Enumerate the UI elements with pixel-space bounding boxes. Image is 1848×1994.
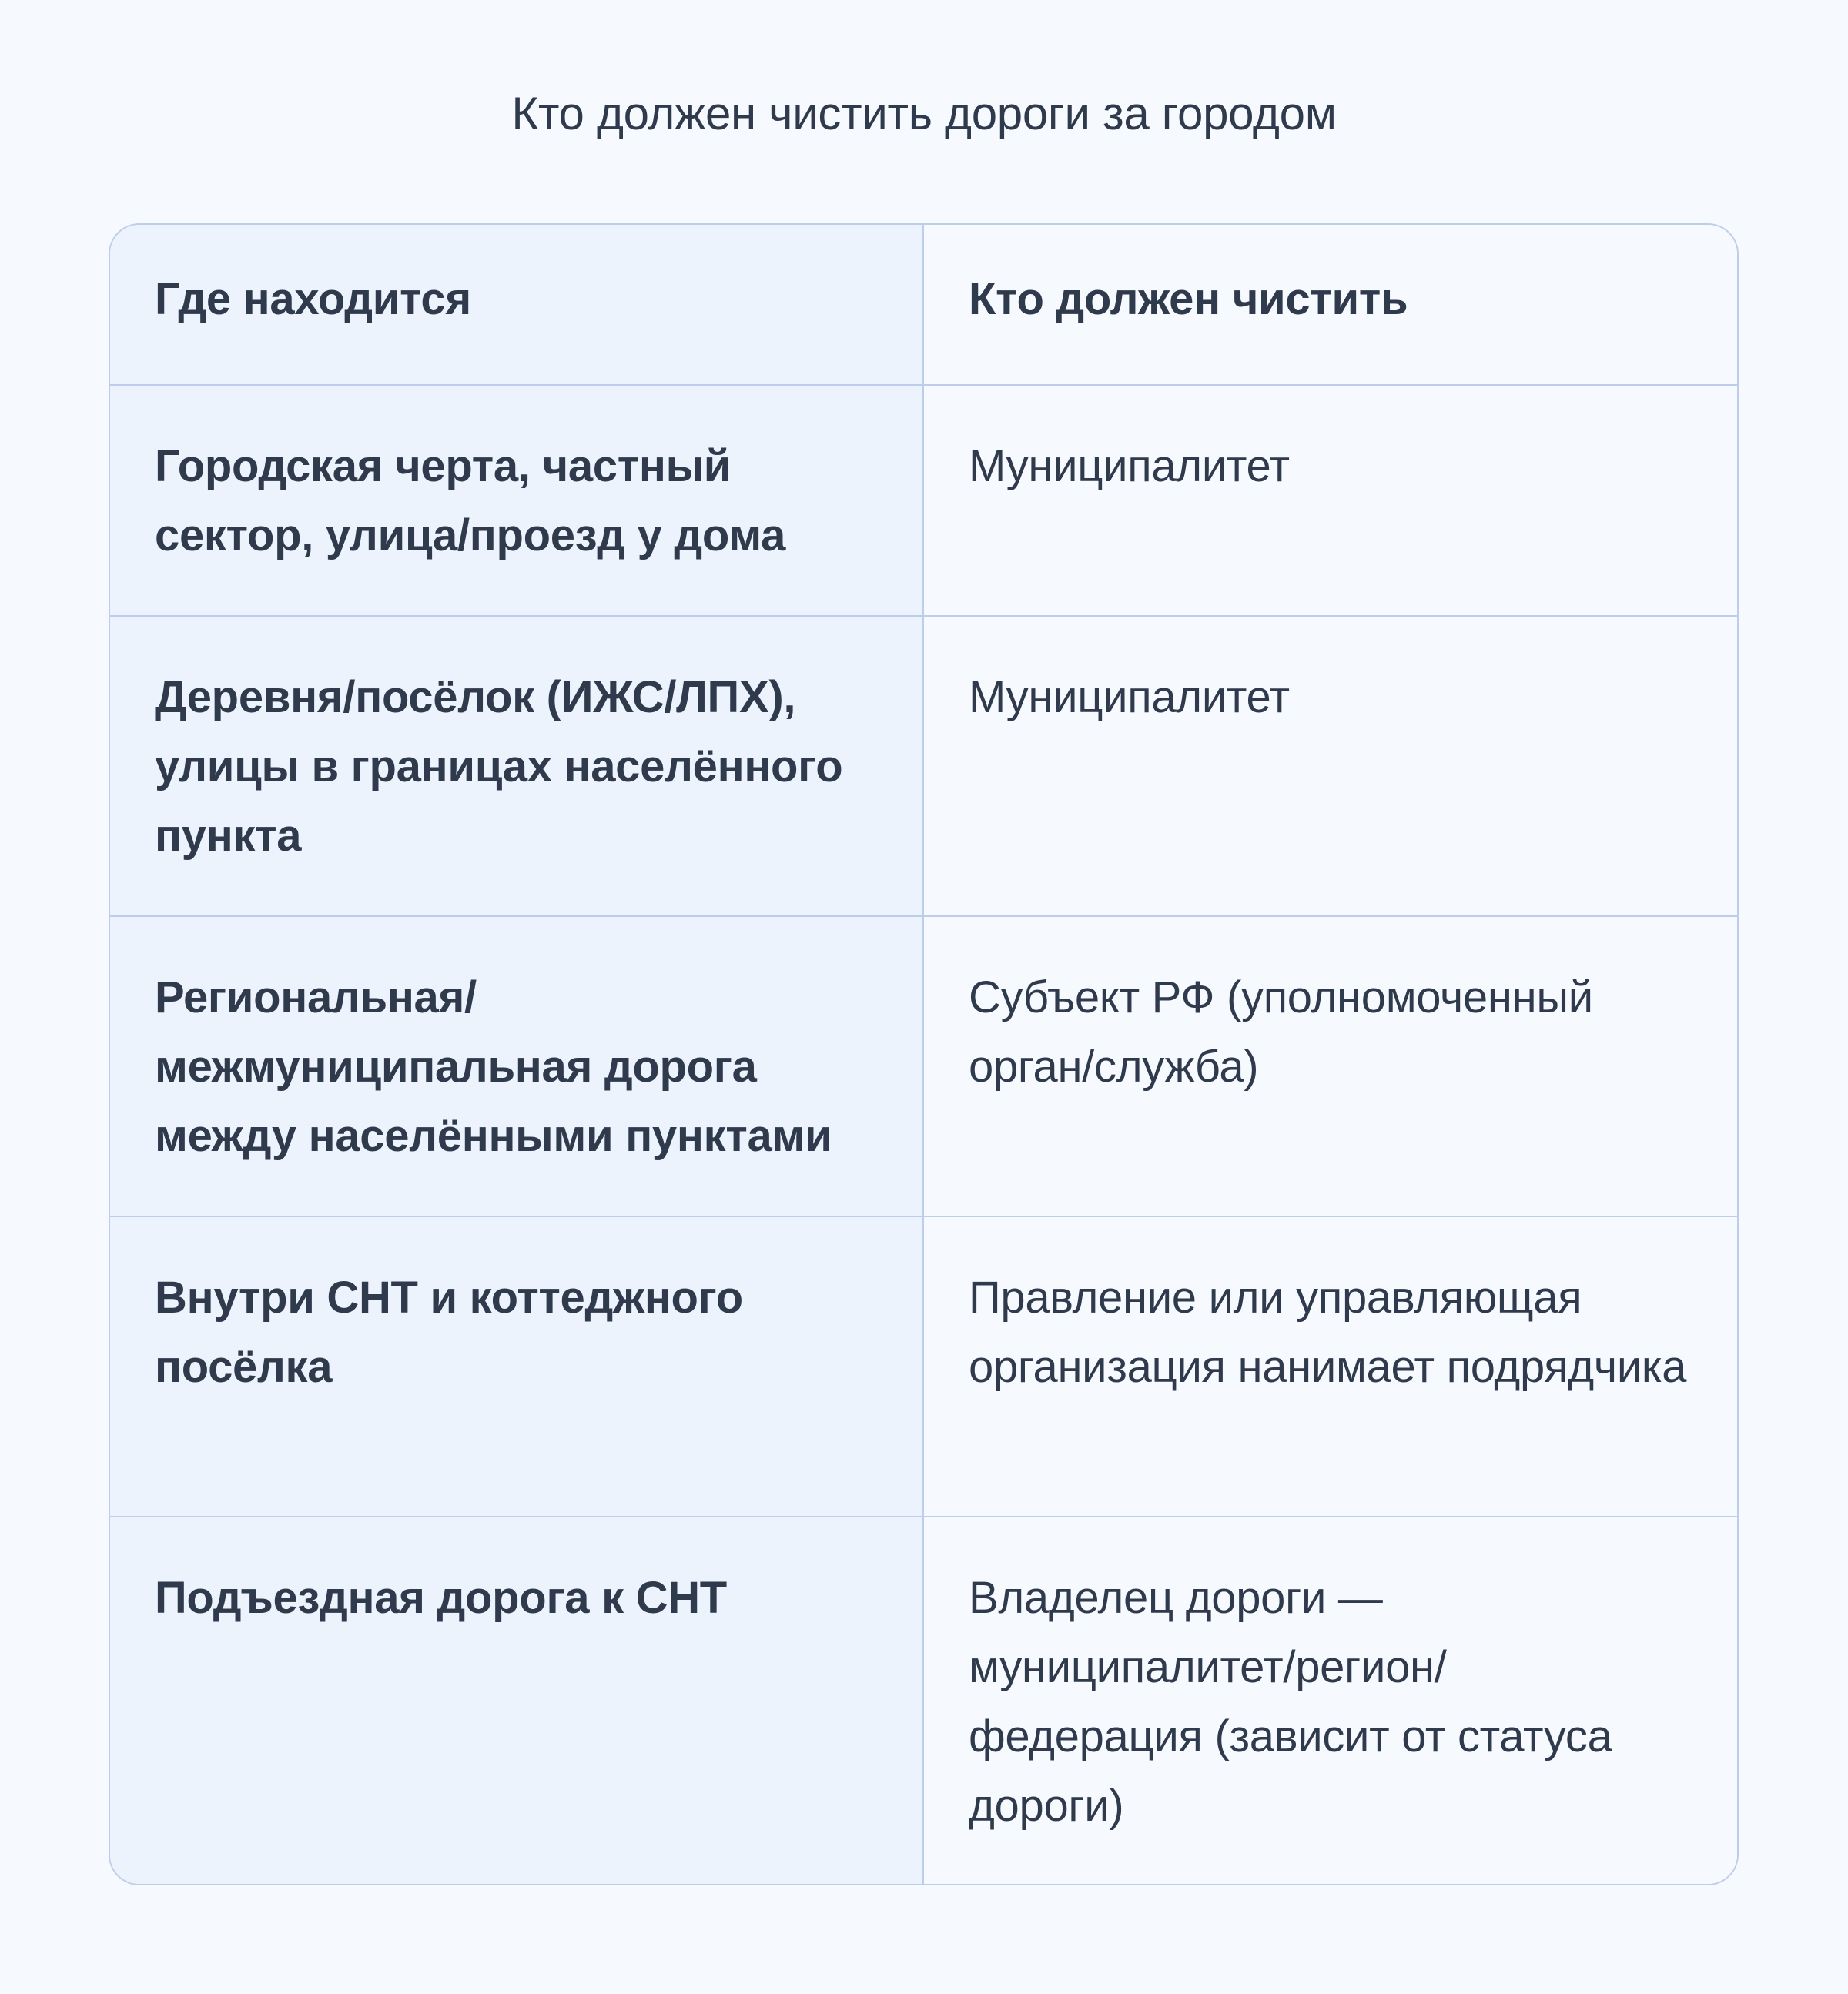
responsibility-table xyxy=(109,223,1739,1885)
location-cell: Подъездная дорога к СНТ xyxy=(110,1517,924,1884)
responsible-cell: Муниципалитет xyxy=(924,617,1737,915)
table-row xyxy=(110,915,1737,1216)
location-cell: Городская черта, частный сектор, улица/проезд у дома xyxy=(110,386,924,615)
table-row xyxy=(110,1216,1737,1516)
table-row xyxy=(110,384,1737,615)
responsible-cell: Владелец дороги — муниципалитет/регион/ федерация (зависит от статуса дороги) xyxy=(924,1517,1737,1884)
table-row xyxy=(110,1516,1737,1884)
page-title: Кто должен чистить дороги за городом xyxy=(511,88,1337,139)
table-row xyxy=(110,615,1737,915)
responsible-cell: Правление или управляющая организация нанимает подрядчика xyxy=(924,1217,1737,1516)
header-location: Где находится xyxy=(110,225,924,384)
table-header-row xyxy=(110,225,1737,384)
location-cell: Деревня/посёлок (ИЖС/ЛПХ), улицы в границах населённого пункта xyxy=(110,617,924,915)
responsible-cell: Субъект РФ (уполномоченный орган/служба) xyxy=(924,917,1737,1216)
header-responsible: Кто должен чистить xyxy=(924,225,1737,384)
responsible-cell: Муниципалитет xyxy=(924,386,1737,615)
location-cell: Региональная/ межмуниципальная дорога между населёнными пунктами xyxy=(110,917,924,1216)
location-cell: Внутри СНТ и коттеджного посёлка xyxy=(110,1217,924,1516)
